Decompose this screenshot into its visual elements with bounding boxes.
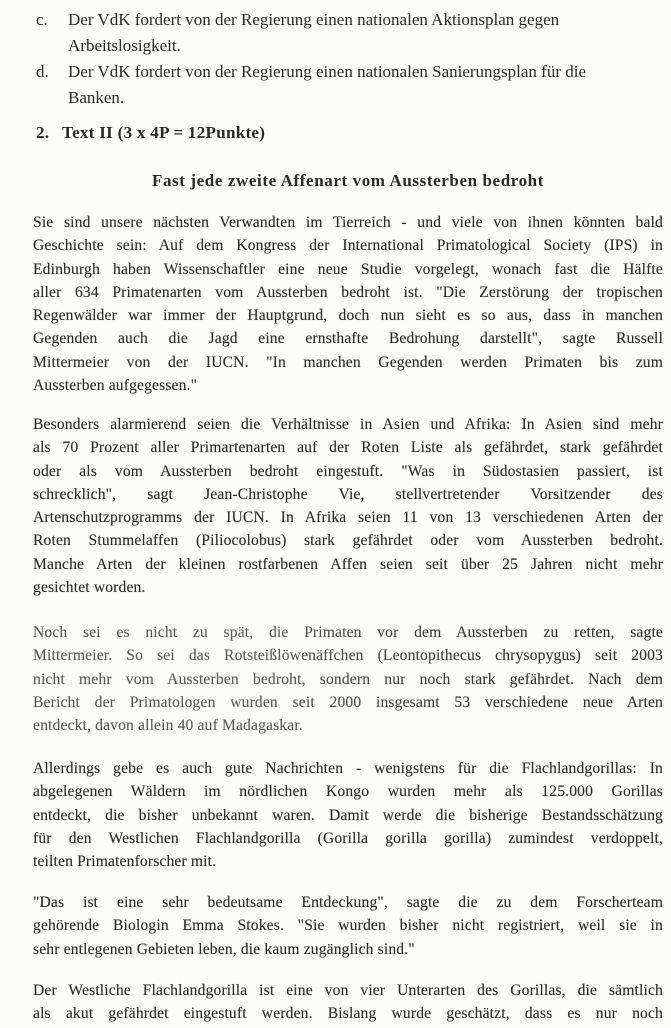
answer-options [36,7,636,111]
text-line: Edinburgh haben Wissenschaftler eine neue Studie vorgelegt, wonach fast die Hälfte [33,260,663,278]
text-line: gesichtet worden. [33,579,146,597]
text-line: gehörende Biologin Emma Stokes. "Sie wurden bisher nicht registriert, weil sie in [33,917,663,935]
text-line: Roten Stummelaffen (Piliocolobus) stark gefährdet oder vom Aussterben bedroht. [33,532,663,550]
text-line: Mittermeier von der IUCN. "In manchen Gegenden werden Primaten bis zum [33,353,663,371]
text-line: Der VdK fordert von der Regierung einen nationalen Aktionsplan gegen [68,10,560,29]
text-line: nicht mehr vom Aussterben bedroht, sondern nur noch stark gefährdet. Nach dem [33,668,663,691]
article-paragraph [33,757,663,873]
article-paragraph [33,211,663,397]
text-line: Aussterben aufgegessen." [33,377,198,395]
option-marker: d. [36,62,49,81]
answer-option-c [36,7,636,59]
text-line: Der Westliche Flachlandgorilla ist eine von vier Unterarten des Gorillas, die sämtlich [33,982,663,999]
text-line: Gegenden auch die Jagd eine ernsthafte Bedrohung darstellt", sagte Russell [33,330,663,348]
answer-option-d [36,59,636,111]
text-line: Noch sei es nicht zu spät, die Primaten vor dem Aussterben zu retten, sagte [33,621,663,644]
text-line: teilten Primatenforscher mit. [33,853,217,871]
text-line: als akut gefährdet eingestuft werden. Bislang wurde geschätzt, dass es nur noch [33,1005,663,1023]
text-line: schrecklich", sagt Jean-Christophe Vie, stellvertretender Vorsitzender des [33,485,663,503]
article-paragraph [33,621,663,737]
text-line: Allerdings gebe es auch gute Nachrichten - wenigstens für die Flachlandgorillas: In [33,760,663,777]
text-line: Sie sind unsere nächsten Verwandten im Tierreich - und viele von ihnen könnten bald [33,214,663,231]
text-line: Arbeitslosigkeit. [68,36,181,55]
text-line: Manche Arten der kleinen rostfarbenen Affen seien seit über 25 Jahren nicht mehr [33,555,663,573]
option-marker: c. [36,10,48,29]
section-heading [36,123,265,143]
article-title: Fast jede zweite Affenart vom Aussterben bedroht [151,171,545,190]
option-text [68,7,636,59]
heading-number: 2. [36,123,50,142]
text-line: Regenwälder war immer der Hauptgrund, doch nun sieht es so aus, dass in manchen [33,307,663,325]
heading-label: Text II (3 x 4P = 12Punkte) [62,123,266,142]
text-line: abgelegenen Wäldern im nördlichen Kongo wurden mehr als 125.000 Gorillas [33,783,663,801]
text-line: Bericht der Primatologen wurden seit 2000 insgesamt 53 verschiedene neue Arten [33,691,663,714]
article-paragraph [33,979,663,1026]
text-line: Geschichte sein: Auf dem Kongress der International Primatological Society (IPS) in [33,237,663,255]
text-line: Banken. [68,88,125,107]
text-line: Mittermeier. So sei das Rotsteißlöwenäffchen (Leontopithecus chrysopygus) seit 2003 [33,644,663,667]
article-paragraph [33,413,663,599]
text-line: Besonders alarmierend seien die Verhältnisse in Asien und Afrika: In Asien sind mehr [33,416,663,433]
article-paragraph [33,891,663,961]
text-line: oder als vom Aussterben bedroht eingestuft. "Was in Südostasien passiert, ist [33,462,663,480]
text-line: Der VdK fordert von der Regierung einen nationalen Sanierungsplan für die [68,62,587,81]
text-line: für den Westlichen Flachlandgorilla (Gorilla gorilla gorilla) zumindest verdoppelt, [33,829,663,847]
text-line: als 70 Prozent aller Primartenarten auf der Roten Liste als gefährdet, stark gefährdet [33,439,663,457]
option-text [68,59,636,111]
text-line: entdeckt, davon allein 40 auf Madagaskar. [33,714,663,737]
text-line: sehr entlegenen Gebieten leben, die kaum zugänglich sind." [33,940,415,958]
text-line: Artenschutzprogramms der IUCN. In Afrika seien 11 von 13 verschiedenen Arten der [33,509,663,527]
text-line: aller 634 Primatenarten vom Aussterben bedroht ist. "Die Zerstörung der tropischen [33,283,663,301]
text-line: entdeckt, die bisher unbekannt waren. Damit werde die bisherige Bestandsschätzung [33,806,663,824]
text-line: "Das ist eine sehr bedeutsame Entdeckung", sagte die zu dem Forscherteam [33,894,663,911]
